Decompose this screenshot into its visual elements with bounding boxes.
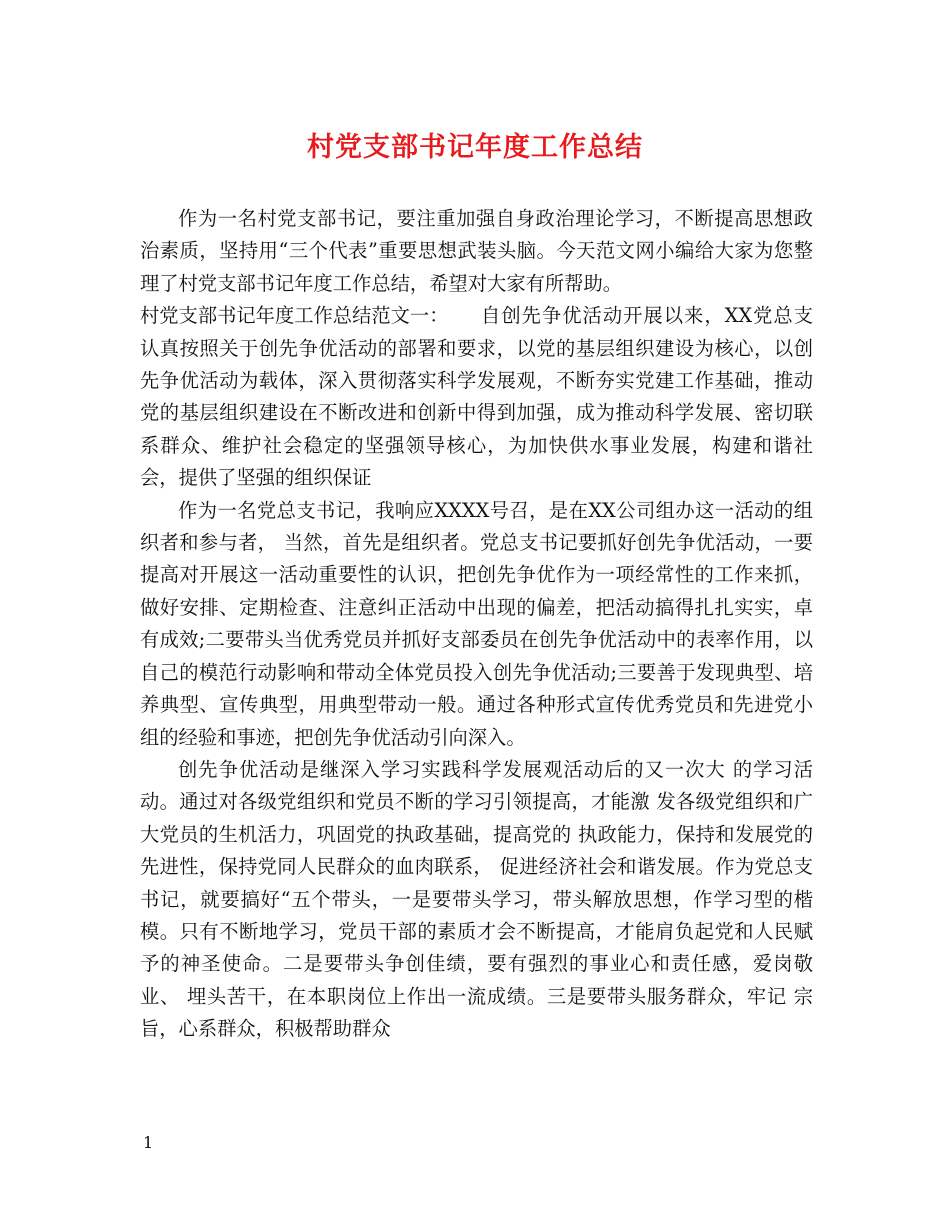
document-title: 村党支部书记年度工作总结 bbox=[307, 132, 643, 163]
sample-body-text: 自创先争优活动开展以来，XX党总支认真按照关于创先争优活动的部署和要求，以党的基层组织建设为核心，以创先争优活动为载体，深入贯彻落实科学发展观，不断夯实党建工作基础，推动党的基层组织建设在不断改进和创新中得到加强，成为推动科学发展、密切联系群众、维护社会稳定的坚强领导核心，为加快供水事业发展，构建和谐社会，提供了坚强的组织保证 bbox=[140, 304, 813, 490]
intro-paragraph: 作为一名村党支部书记，要注重加强自身政治理论学习，不断提高思想政治素质，坚持用“三个代表”重要思想武装头脑。今天范文网小编给大家为您整理了村党支部书记年度工作总结，希望对大家有所帮助。 bbox=[140, 207, 813, 295]
page-number: 1 bbox=[143, 1133, 154, 1152]
sample-paragraph bbox=[140, 300, 813, 494]
paragraph-2: 作为一名党总支书记，我响应XXXX号召，是在XX公司组办这一活动的组织者和参与者， 当然，首先是组织者。党总支书记要抓好创先争优活动，一要提高对开展这一活动重要性的认识，把创先争优作为一项经常性的工作来抓，做好安排、定期检查、注意纠正活动中出现的偏差，把活动搞得扎扎实实，卓有成效;二要带头当优秀党员并抓好支部委员在创先争优活动中的表率作用，以自己的模范行动影响和带动全体党员投入创先争优活动;三要善于发现典型、培养典型、宣传典型，用典型带动一般。通过各种形式宣传优秀党员和先进党小组的经验和事迹，把创先争优活动引向深入。 bbox=[140, 498, 813, 749]
document-body bbox=[140, 203, 813, 1046]
paragraph-3: 创先争优活动是继深入学习实践科学发展观活动后的又一次大 的学习活动。通过对各级党组织和党员不断的学习引领提高，才能激 发各级党组织和广大党员的生机活力，巩固党的执政基础，提高党的 执政能力，保持和发展党的先进性，保持党同人民群众的血肉联系， 促进经济社会和谐发展。作为党总支书记，就要搞好“五个带头，一是要带头学习，带头解放思想，作学习型的楷模。只有不断地学习，党员干部的素质才会不断提高，才能肩负起党和人民赋予的神圣使命。二是要带头争创佳绩，要有强烈的事业心和责任感，爱岗敬业、 埋头苦干，在本职岗位上作出一流成绩。三是要带头服务群众，牢记 宗旨，心系群众，积极帮助群众 bbox=[140, 757, 813, 1041]
sample-heading: 村党支部书记年度工作总结范文一： bbox=[140, 304, 449, 328]
